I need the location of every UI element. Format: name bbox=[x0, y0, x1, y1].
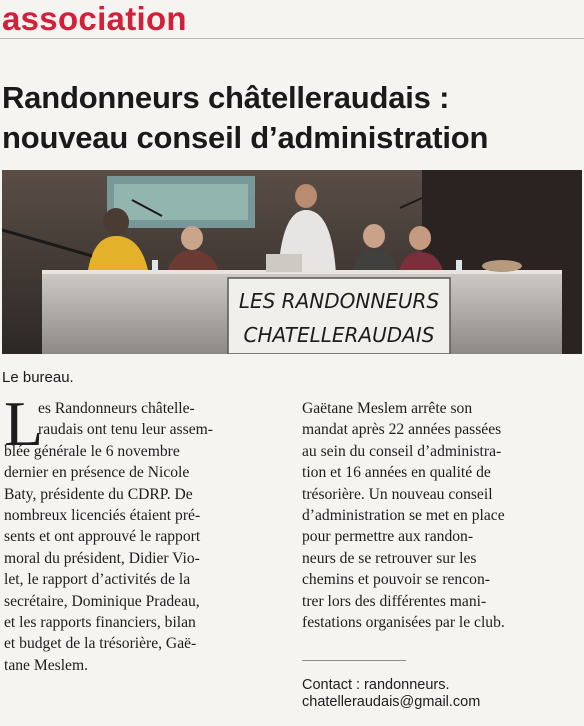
headline-line-1: Randonneurs châtelleraudais : bbox=[2, 80, 450, 115]
photo-illustration bbox=[2, 170, 582, 354]
article-line: mandat après 22 années passées bbox=[302, 421, 502, 439]
dropcap-letter: L bbox=[4, 388, 44, 459]
article-line: chemins et pouvoir se rencon- bbox=[302, 571, 490, 589]
article-line: neurs de se retrouver sur les bbox=[302, 549, 477, 567]
rubric-divider bbox=[0, 38, 584, 39]
contact-line-1: Contact : randonneurs. bbox=[302, 677, 450, 693]
article-line: au sein du conseil d’administra- bbox=[302, 442, 502, 460]
article-line: Gaëtane Meslem arrête son bbox=[302, 400, 473, 417]
contact-email[interactable]: chatelleraudais@gmail.com bbox=[302, 694, 481, 710]
article-line: let, le rapport d’activités de la bbox=[4, 571, 191, 589]
article-line: secrétaire, Dominique Pradeau, bbox=[4, 592, 200, 610]
article-column-right bbox=[302, 398, 578, 633]
article-line: et budget de la trésorière, Gaë- bbox=[4, 635, 197, 653]
contact-block bbox=[302, 677, 582, 711]
article-line: festations organisées par le club. bbox=[302, 614, 505, 632]
headline-line-2: nouveau conseil d’administration bbox=[2, 120, 489, 155]
article-line: dernier en présence de Nicole bbox=[4, 464, 190, 482]
article-line: et les rapports financiers, bilan bbox=[4, 614, 196, 632]
article-line: nombreux licenciés étaient pré- bbox=[4, 507, 201, 525]
banner-text-1: LES RANDONNEURS bbox=[238, 289, 440, 313]
article-line: tion et 16 années en qualité de bbox=[302, 464, 491, 482]
article-line: es Randonneurs châtelle- bbox=[38, 400, 195, 417]
article-line: Baty, présidente du CDRP. De bbox=[4, 485, 193, 503]
article-line: blée générale le 6 novembre bbox=[4, 442, 180, 460]
photo-caption: Le bureau. bbox=[2, 369, 74, 386]
article-line: sents et ont approuvé le rapport bbox=[4, 528, 201, 546]
article-line: tane Meslem. bbox=[4, 656, 89, 674]
article-column-left bbox=[4, 388, 276, 676]
article-headline bbox=[2, 78, 582, 158]
article-line: trer lors des différentes mani- bbox=[302, 592, 487, 610]
article-line: raudais ont tenu leur assem- bbox=[38, 421, 213, 439]
banner-text-2: CHATELLERAUDAIS bbox=[243, 323, 435, 347]
section-rubric: association bbox=[2, 0, 187, 37]
contact-divider bbox=[302, 660, 406, 661]
article-line: moral du président, Didier Vio- bbox=[4, 549, 200, 567]
article-line: d’administration se met en place bbox=[302, 507, 505, 525]
article-photo bbox=[2, 170, 582, 354]
article-line: pour permettre aux randon- bbox=[302, 528, 474, 546]
article-line: trésorière. Un nouveau conseil bbox=[302, 485, 493, 503]
